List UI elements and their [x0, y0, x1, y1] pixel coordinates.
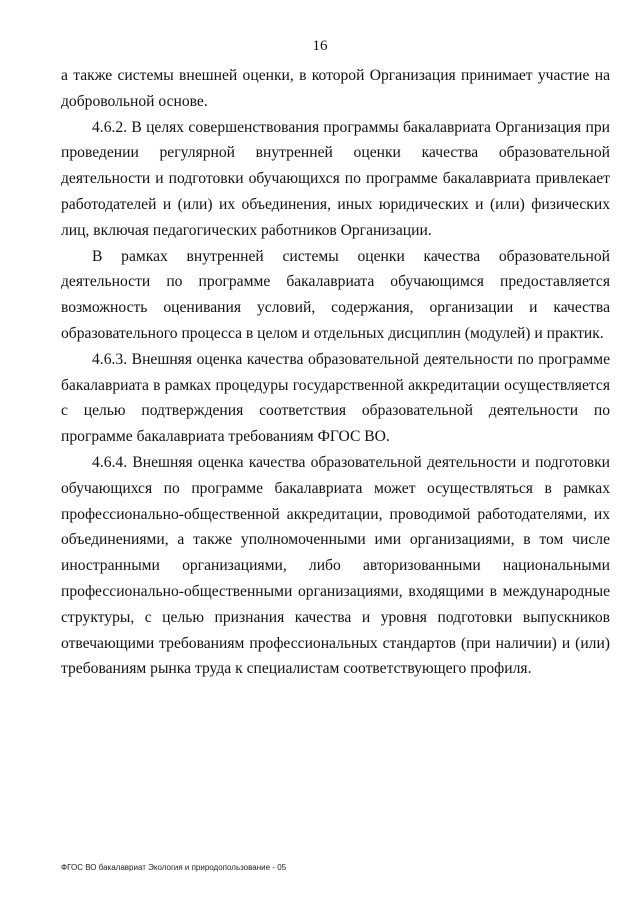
page-number: 16: [312, 38, 328, 54]
paragraph-continuation: а также системы внешней оценки, в которой Организация принимает участие на добровольной основе.: [61, 67, 610, 110]
paragraph-4-6-4: 4.6.4. Внешняя оценка качества образовательной деятельности и подготовки обучающихся по программе бакалавриата может осуществляться в рамках профессионально-общественной аккредитации, проводимой работодателями, их объединениями, а также уполномоченными ими организациями, в том числе иностранными организациями, либо авторизованными национальными профессионально-общественными организациями, входящими в международные структуры, с целью признания качества и уровня подготовки выпускников отвечающими требованиям профессиональных стандартов (при наличии) и (или) требованиям рынка труда к специалистам соответствующего профиля.: [61, 453, 610, 678]
paragraph-4-6-3: 4.6.3. Внешняя оценка качества образовательной деятельности по программе бакалавриата в рамках процедуры государственной аккредитации осуществляется с целью подтверждения соответствия образовательной деятельности по программе бакалавриата требованиям ФГОС ВО.: [61, 350, 610, 446]
paragraph-4-6-2: 4.6.2. В целях совершенствования программы бакалавриата Организация при проведении регулярной внутренней оценки качества образовательной деятельности и подготовки обучающихся по программе бакалавриата привлекает работодателей и (или) их объединения, иных юридических и (или) физических лиц, включая педагогических работников Организации.: [61, 118, 610, 239]
document-body: [61, 63, 610, 682]
paragraph-internal-assessment: В рамках внутренней системы оценки качества образовательной деятельности по программе бакалавриата обучающимся предоставляется возможность оценивания условий, содержания, организации и качества образовательного процесса в целом и отдельных дисциплин (модулей) и практик.: [61, 247, 610, 342]
page-footer: ФГОС ВО бакалавриат Экология и природопользование - 05: [61, 863, 287, 872]
